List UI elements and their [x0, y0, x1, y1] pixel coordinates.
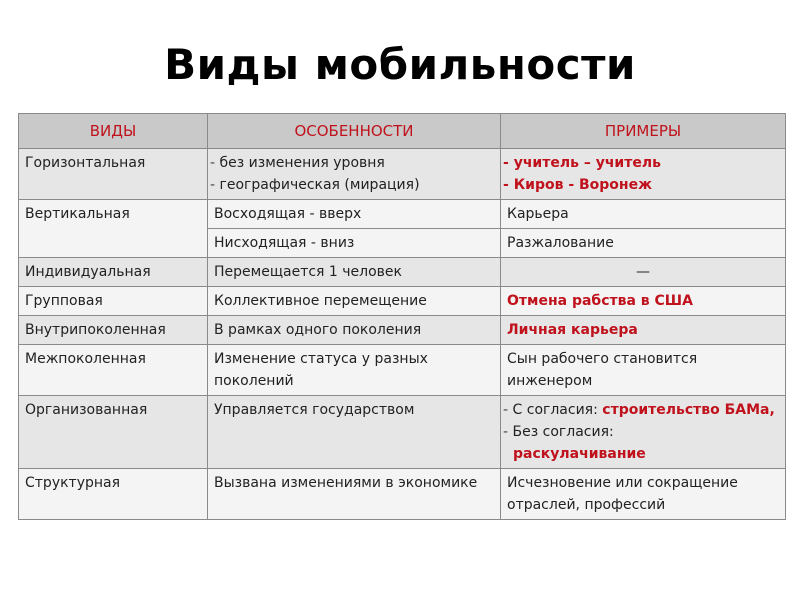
table-row — [19, 258, 786, 287]
table-row — [19, 287, 786, 316]
table-row — [19, 469, 786, 520]
cell-features: Коллективное перемещение — [208, 287, 501, 316]
table-row — [19, 149, 786, 200]
cell-features: Восходящая - вверх — [208, 200, 501, 229]
cell-features — [208, 149, 501, 200]
cell-type: Групповая — [19, 287, 208, 316]
cell-features: Перемещается 1 человек — [208, 258, 501, 287]
cell-features: В рамках одного поколения — [208, 316, 501, 345]
cell-features: Управляется государством — [208, 396, 501, 469]
cell-examples: Отмена рабства в США — [501, 287, 786, 316]
table-row — [19, 396, 786, 469]
feature-line: - географическая (мирация) — [210, 177, 420, 193]
header-features: ОСОБЕННОСТИ — [208, 114, 501, 149]
cell-examples: Исчезновение или сокращение отраслей, профессий — [501, 469, 786, 520]
cell-examples: Личная карьера — [501, 316, 786, 345]
cell-type: Горизонтальная — [19, 149, 208, 200]
table-row — [19, 345, 786, 396]
header-types: ВИДЫ — [19, 114, 208, 149]
table-row — [19, 316, 786, 345]
cell-type: Вертикальная — [19, 200, 208, 258]
cell-type: Организованная — [19, 396, 208, 469]
table-header-row — [19, 114, 786, 149]
example-line: - С согласия: строительство БАМа, — [503, 402, 775, 418]
cell-features: Изменение статуса у разных поколений — [208, 345, 501, 396]
cell-type: Индивидуальная — [19, 258, 208, 287]
header-examples: ПРИМЕРЫ — [501, 114, 786, 149]
cell-type: Структурная — [19, 469, 208, 520]
cell-features: Нисходящая - вниз — [208, 229, 501, 258]
cell-examples — [501, 396, 786, 469]
cell-examples: Карьера — [501, 200, 786, 229]
table-row — [19, 200, 786, 229]
cell-type: Внутрипоколенная — [19, 316, 208, 345]
feature-line: - без изменения уровня — [210, 155, 385, 171]
mobility-table — [18, 113, 786, 520]
cell-examples: Сын рабочего становится инженером — [501, 345, 786, 396]
cell-examples: — — [501, 258, 786, 287]
cell-examples — [501, 149, 786, 200]
example-line: - учитель – учитель — [503, 155, 661, 171]
cell-examples: Разжалование — [501, 229, 786, 258]
page-title: Виды мобильности — [164, 40, 636, 89]
example-line: - Киров - Воронеж — [503, 177, 653, 193]
example-line: - Без согласия: раскулачивание — [503, 424, 646, 462]
cell-type: Межпоколенная — [19, 345, 208, 396]
cell-features: Вызвана изменениями в экономике — [208, 469, 501, 520]
